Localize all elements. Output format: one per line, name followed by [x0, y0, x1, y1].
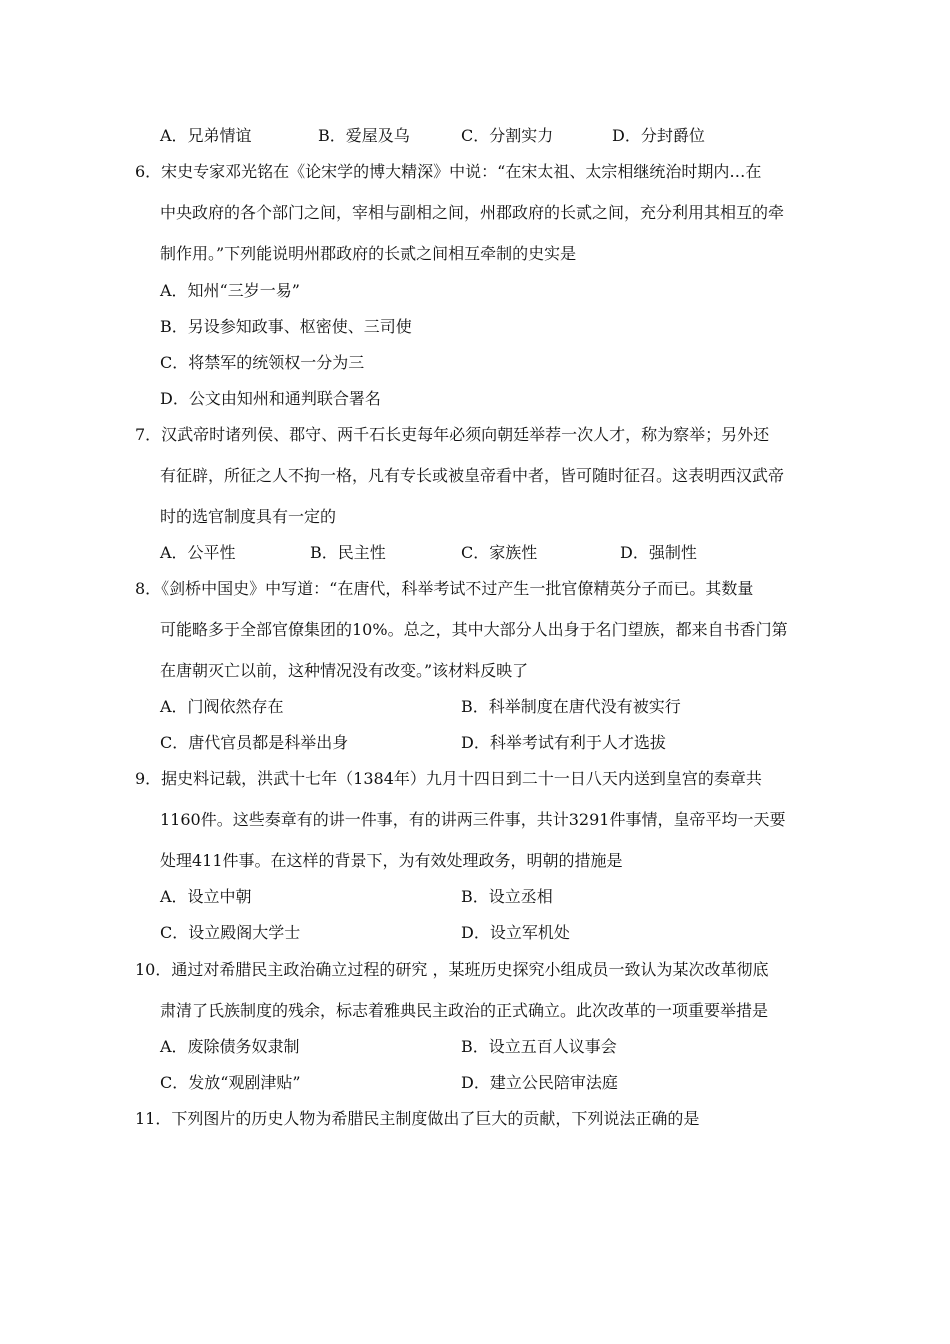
q9-option-c: C．设立殿阁大学士	[160, 923, 301, 942]
q8-option-a: A．门阀依然存在	[160, 697, 284, 716]
q5-option-a: A．兄弟情谊	[160, 126, 252, 145]
q6-stem-line: 中央政府的各个部门之间，宰相与副相之间，州郡政府的长贰之间，充分利用其相互的牵	[160, 203, 785, 222]
q7-stem-line: 时的选官制度具有一定的	[160, 507, 337, 526]
q10-stem-line: 肃清了氏族制度的残余，标志着雅典民主政治的正式确立。此次改革的一项重要举措是	[160, 1001, 769, 1020]
q10-stem-line: 10．通过对希腊民主政治确立过程的研究 ，某班历史探究小组成员一致认为某次改革彻底	[135, 960, 769, 979]
q9-option-b: B．设立丞相	[461, 887, 553, 906]
q9-option-d: D．设立军机处	[461, 923, 570, 942]
q7-option-c: C．家族性	[461, 543, 538, 562]
q9-stem-line: 处理411件事。在这样的背景下，为有效处理政务，明朝的措施是	[160, 851, 623, 870]
q7-stem-line: 7．汉武帝时诸列侯、郡守、两千石长吏每年必须向朝廷举荐一次人才，称为察举；另外还	[135, 425, 770, 444]
q6-stem-line: 6．宋史专家邓光铭在《论宋学的博大精深》中说：“在宋太祖、太宗相继统治时期内…在	[135, 162, 762, 181]
q10-option-b: B．设立五百人议事会	[461, 1037, 617, 1056]
q6-option-d: D．公文由知州和通判联合署名	[160, 389, 381, 408]
q7-option-b: B．民主性	[310, 543, 386, 562]
q8-stem-line: 8．《剑桥中国史》中写道：“在唐代，科举考试不过产生一批官僚精英分子而已。其数量	[135, 579, 754, 598]
q9-option-a: A．设立中朝	[160, 887, 252, 906]
q7-option-d: D．强制性	[620, 543, 697, 562]
q9-stem-line: 9．据史料记载，洪武十七年（1384年）九月十四日到二十一日八天内送到皇宫的奏章共	[135, 769, 762, 788]
q6-option-c: C．将禁军的统领权一分为三	[160, 353, 365, 372]
q8-option-d: D．科举考试有利于人才选拔	[461, 733, 666, 752]
q10-option-d: D．建立公民陪审法庭	[461, 1073, 618, 1092]
q8-option-c: C．唐代官员都是科举出身	[160, 733, 349, 752]
q6-option-b: B．另设参知政事、枢密使、三司使	[160, 317, 412, 336]
q8-option-b: B．科举制度在唐代没有被实行	[461, 697, 681, 716]
q7-stem-line: 有征辟，所征之人不拘一格，凡有专长或被皇帝看中者，皆可随时征召。这表明西汉武帝	[160, 466, 785, 485]
q10-option-c: C．发放“观剧津贴”	[160, 1073, 301, 1092]
q9-stem-line: 1160件。这些奏章有的讲一件事，有的讲两三件事，共计3291件事情，皇帝平均一天要	[160, 810, 786, 829]
q8-stem-line: 在唐朝灭亡以前，这种情况没有改变。”该材料反映了	[160, 661, 529, 680]
q10-option-a: A．废除债务奴隶制	[160, 1037, 300, 1056]
q8-stem-line: 可能略多于全部官僚集团的10%。总之，其中大部分人出身于名门望族，都来自书香门第	[160, 620, 788, 639]
q5-option-c: C．分割实力	[461, 126, 554, 145]
q6-stem-line: 制作用。”下列能说明州郡政府的长贰之间相互牵制的史实是	[160, 244, 577, 263]
q6-option-a: A．知州“三岁一易”	[160, 281, 300, 300]
q11-stem-line: 11．下列图片的历史人物为希腊民主制度做出了巨大的贡献，下列说法正确的是	[135, 1109, 700, 1128]
q7-option-a: A．公平性	[160, 543, 236, 562]
q5-option-b: B．爱屋及乌	[318, 126, 410, 145]
q5-option-d: D．分封爵位	[612, 126, 705, 145]
